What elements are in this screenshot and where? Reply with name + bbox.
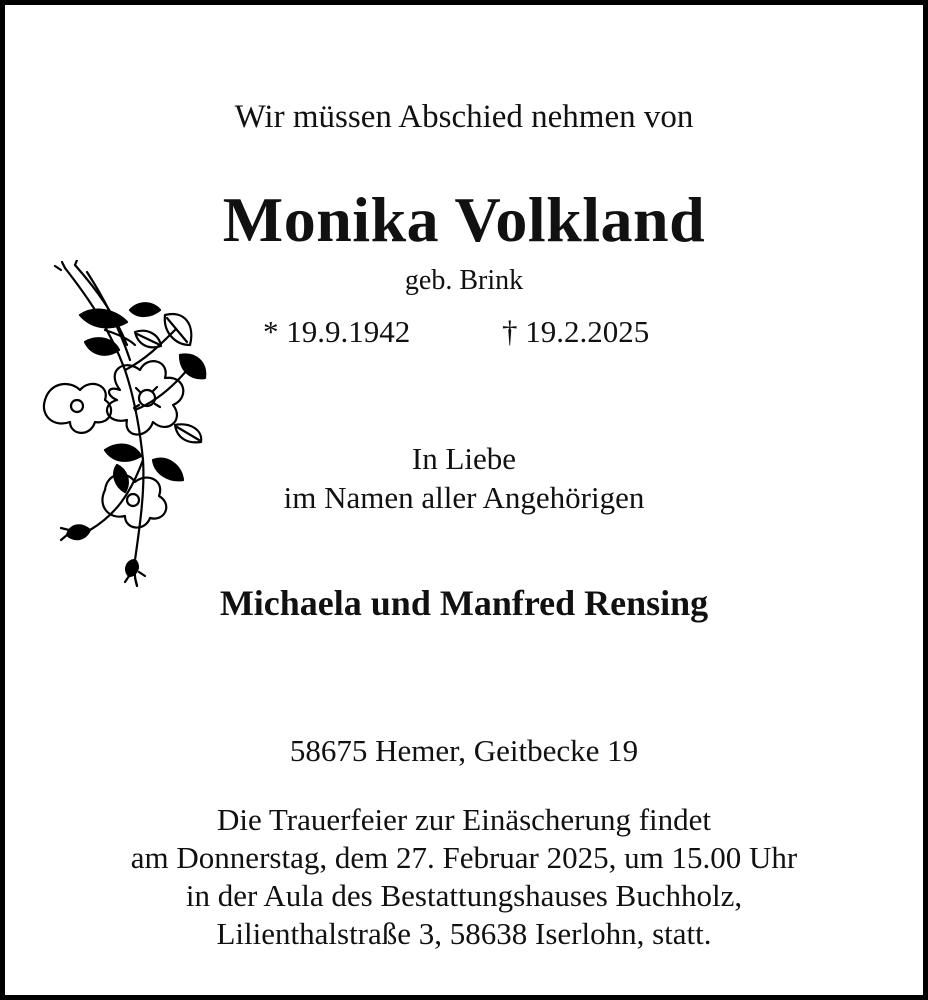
love-line: In Liebe: [411, 441, 517, 476]
deceased-name: Monika Volkland: [222, 184, 706, 255]
intro-line: Wir müssen Abschied nehmen von: [234, 99, 694, 135]
behalf-line: im Namen aller Angehörigen: [283, 480, 645, 515]
flower-branch-icon: [35, 260, 210, 590]
service-line: Lilienthalstraße 3, 58638 Iserlohn, statt.: [216, 916, 712, 951]
birth-date: * 19.9.1942: [263, 314, 411, 349]
service-line: Die Trauerfeier zur Einäscherung findet: [216, 802, 712, 837]
service-line: in der Aula des Bestattungshauses Buchholz,: [185, 878, 743, 913]
death-date: † 19.2.2025: [502, 314, 650, 349]
service-line: am Donnerstag, dem 27. Februar 2025, um 15.00 Uhr: [130, 840, 798, 875]
mourners-names: Michaela und Manfred Rensing: [219, 583, 709, 623]
mourners-address: 58675 Hemer, Geitbecke 19: [289, 733, 639, 768]
service-details: [5, 801, 923, 953]
maiden-name: geb. Brink: [404, 265, 524, 296]
